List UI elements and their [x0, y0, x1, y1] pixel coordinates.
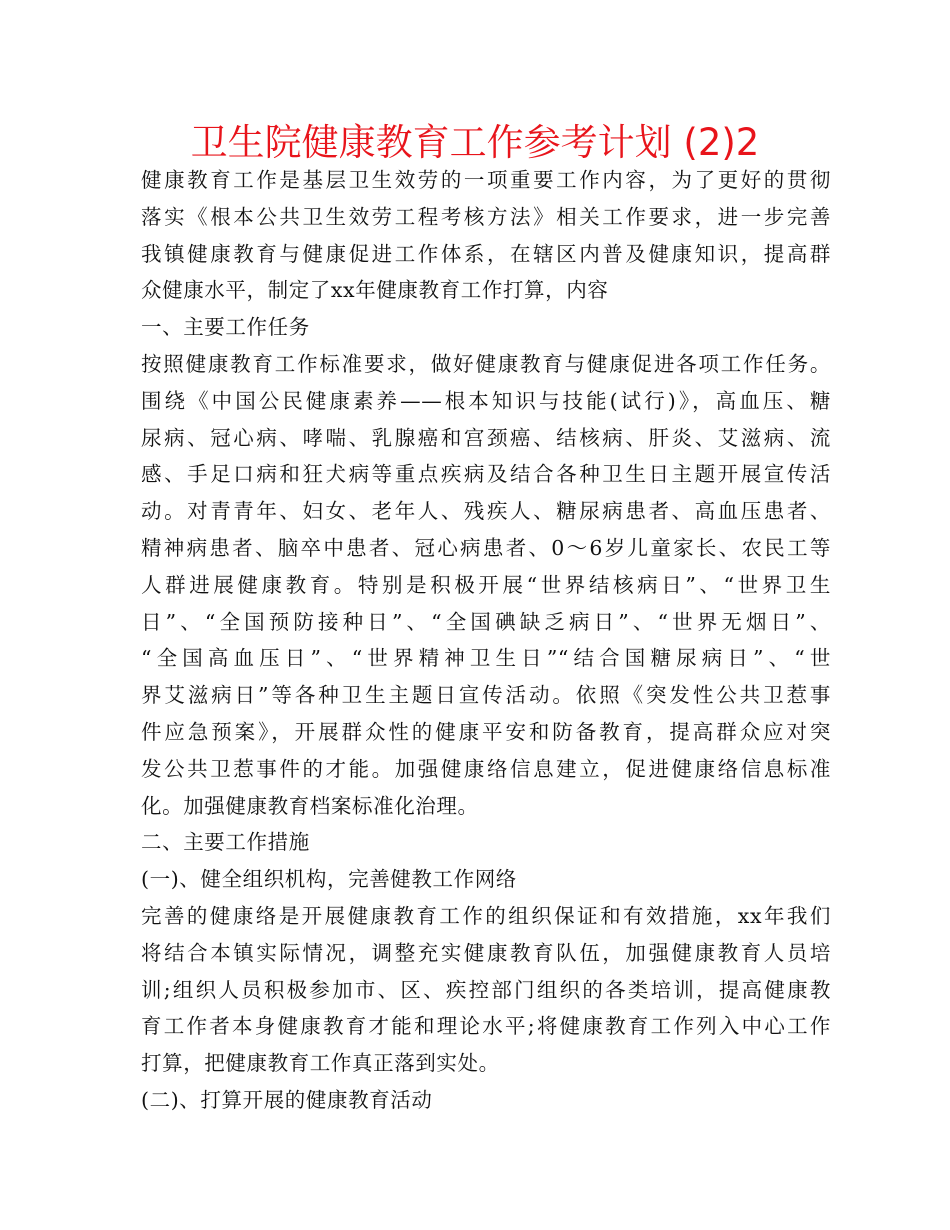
paragraph-line: 界艾滋病日”等各种卫生主题日宣传活动。依照《突发性公共卫惹事	[141, 683, 831, 708]
paragraph-line: 人群进展健康教育。特别是积极开展“世界结核病日”、“世界卫生	[141, 572, 831, 597]
paragraph-line: 感、手足口病和狂犬病等重点疾病及结合各种卫生日主题开展宣传活	[141, 462, 831, 487]
paragraph-line: 日”、“全国预防接种日”、“全国碘缺乏病日”、“世界无烟日”、	[141, 609, 831, 634]
subsection-heading: (一)、健全组织机构，完善健教工作网络	[141, 867, 517, 892]
paragraph-line: 尿病、冠心病、哮喘、乳腺癌和宫颈癌、结核病、肝炎、艾滋病、流	[141, 425, 831, 450]
paragraph-line: 打算，把健康教育工作真正落到实处。	[141, 1051, 500, 1076]
paragraph-line: “全国高血压日”、“世界精神卫生日”“结合国糖尿病日”、“世	[141, 646, 831, 671]
document-title: 卫生院健康教育工作参考计划 (2)2	[190, 121, 760, 164]
paragraph-line: 围绕《中国公民健康素养——根本知识与技能(试行)》，高血压、糖	[141, 388, 831, 413]
paragraph-line: 训;组织人员积极参加市、区、疾控部门组织的各类培训，提高健康教	[141, 977, 831, 1002]
document-body	[141, 162, 831, 1119]
paragraph-line: 动。对青青年、妇女、老年人、残疾人、糖尿病患者、高血压患者、	[141, 499, 831, 524]
paragraph-line: 将结合本镇实际情况，调整充实健康教育队伍，加强健康教育人员培	[141, 940, 831, 965]
section-heading: 二、主要工作措施	[141, 830, 310, 855]
paragraph-line: 按照健康教育工作标准要求，做好健康教育与健康促进各项工作任务。	[141, 351, 831, 376]
paragraph-line: 众健康水平，制定了xx年健康教育工作打算，内容	[141, 278, 609, 303]
paragraph-line: 化。加强健康教育档案标准化治理。	[141, 793, 479, 818]
paragraph-line: 件应急预案》，开展群众性的健康平安和防备教育，提高群众应对突	[141, 719, 831, 744]
paragraph-line: 落实《根本公共卫生效劳工程考核方法》相关工作要求，进一步完善	[141, 204, 831, 229]
paragraph-line: 育工作者本身健康教育才能和理论水平;将健康教育工作列入中心工作	[141, 1014, 831, 1039]
section-heading: 一、主要工作任务	[141, 315, 310, 340]
paragraph-line: 完善的健康络是开展健康教育工作的组织保证和有效措施，xx年我们	[141, 903, 831, 928]
subsection-heading: (二)、打算开展的健康教育活动	[141, 1087, 433, 1112]
paragraph-line: 健康教育工作是基层卫生效劳的一项重要工作内容，为了更好的贯彻	[141, 168, 831, 192]
paragraph-line: 发公共卫惹事件的才能。加强健康络信息建立，促进健康络信息标准	[141, 756, 831, 781]
paragraph-line: 精神病患者、脑卒中患者、冠心病患者、0～6岁儿童家长、农民工等	[141, 535, 831, 560]
paragraph-line: 我镇健康教育与健康促进工作体系，在辖区内普及健康知识，提高群	[141, 241, 831, 266]
